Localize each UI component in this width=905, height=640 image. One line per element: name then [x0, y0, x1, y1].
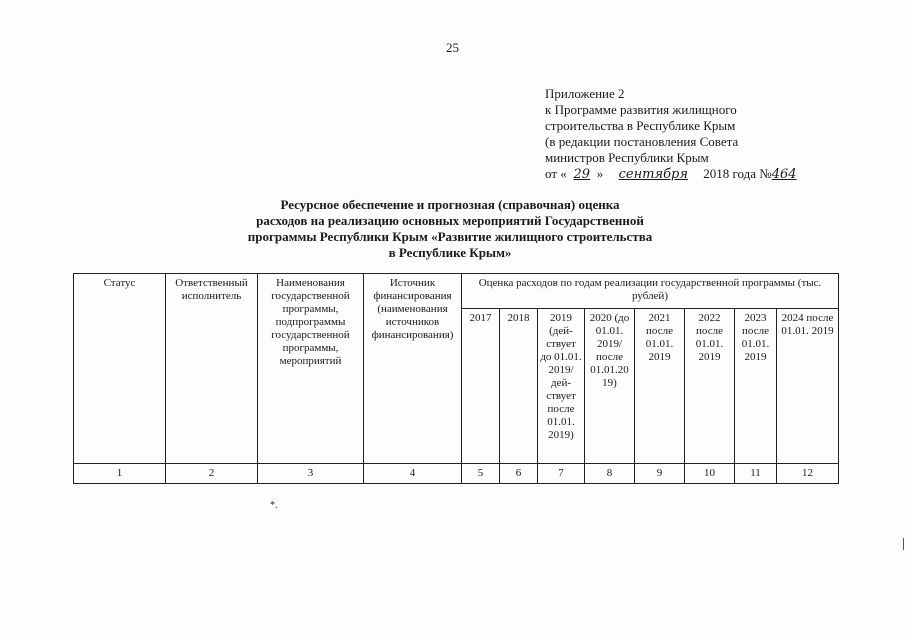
header-program-name: Наименования государственной программы, подпрограммы государственной программы, мероприятий — [258, 274, 364, 464]
year-header: 2018 — [500, 309, 538, 464]
resource-table — [73, 273, 839, 484]
date-suffix: 2018 года № — [703, 166, 772, 181]
date-month: сентября — [618, 167, 688, 182]
appendix-line: министров Республики Крым — [545, 150, 709, 165]
date-day: 29 — [573, 167, 591, 182]
title-line: расходов на реализацию основных мероприятий Государственной — [256, 213, 644, 228]
appendix-date-line — [545, 166, 812, 183]
column-number: 4 — [364, 464, 462, 484]
header-executor: Ответственный исполнитель — [166, 274, 258, 464]
header-status: Статус — [74, 274, 166, 464]
appendix-line: Приложение 2 — [545, 86, 625, 101]
appendix-line: к Программе развития жилищного — [545, 102, 737, 117]
year-header: 2019 (дей-ствует до 01.01. 2019/ дей-ствует после 01.01. 2019) — [538, 309, 585, 464]
edge-mark — [903, 538, 904, 550]
appendix-line: (в редакции постановления Совета — [545, 134, 739, 149]
column-number-row — [74, 464, 839, 484]
appendix-line: строительства в Республике Крым — [545, 118, 736, 133]
column-number: 5 — [462, 464, 500, 484]
year-header: 2020 (до 01.01. 2019/ после 01.01.20 19) — [585, 309, 635, 464]
column-number: 2 — [166, 464, 258, 484]
column-number: 1 — [74, 464, 166, 484]
header-funding-source: Источник финансирования (наименования источников финансирования) — [364, 274, 462, 464]
date-prefix: от « — [545, 166, 567, 181]
header-cost-estimate: Оценка расходов по годам реализации государственной программы (тыс. рублей) — [462, 274, 839, 309]
page-number: 25 — [446, 40, 459, 55]
stray-mark: *. — [270, 500, 278, 511]
column-number: 10 — [685, 464, 735, 484]
column-number: 3 — [258, 464, 364, 484]
column-number: 9 — [635, 464, 685, 484]
appendix-block — [545, 86, 812, 183]
table-header-row — [74, 274, 839, 309]
column-number: 8 — [585, 464, 635, 484]
date-mid: » — [596, 166, 604, 181]
column-number: 6 — [500, 464, 538, 484]
doc-number: 464 — [771, 167, 797, 182]
year-header: 2023 после 01.01. 2019 — [735, 309, 777, 464]
column-number: 12 — [777, 464, 839, 484]
year-header: 2022 после 01.01. 2019 — [685, 309, 735, 464]
document-title — [190, 197, 710, 261]
year-header: 2024 после 01.01. 2019 — [777, 309, 839, 464]
year-header: 2021 после 01.01. 2019 — [635, 309, 685, 464]
title-line: в Республике Крым» — [388, 245, 512, 260]
year-header: 2017 — [462, 309, 500, 464]
title-line: Ресурсное обеспечение и прогнозная (справочная) оценка — [280, 197, 620, 212]
title-line: программы Республики Крым «Развитие жилищного строительства — [247, 229, 653, 244]
column-number: 11 — [735, 464, 777, 484]
column-number: 7 — [538, 464, 585, 484]
